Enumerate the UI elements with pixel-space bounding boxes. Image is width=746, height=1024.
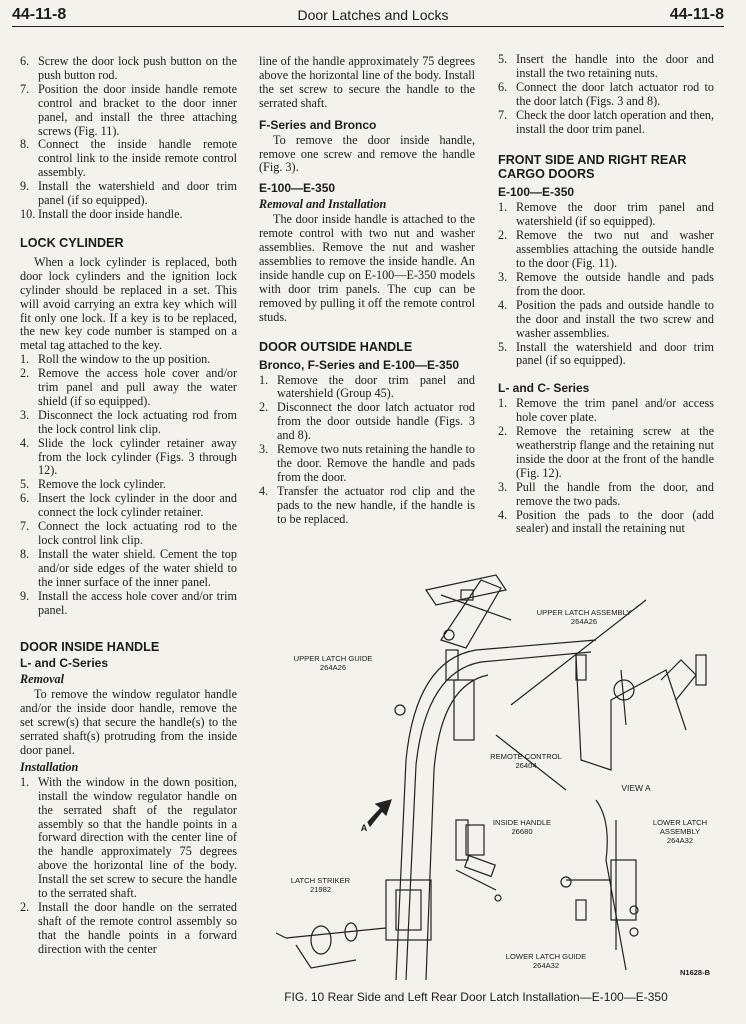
list-item-text: With the window in the down position, install the window regulator handle on the serrated shaft of the regulator assembly so that the handle points in a forward direction with the center line of the handle approximately 75 degrees above the horizontal line of the body. Install the set screw to secure the handle to the serrated shaft.: [38, 774, 237, 901]
list-item-number: 6.: [498, 79, 508, 94]
paragraph: When a lock cylinder is replaced, both door lock cylinders and the ignition lock cylinder should be replaced in a set. This will avoid carrying an extra key which will fit only one lock. If a key is to be replaced, the new key code number is stamped on a metal tag attached to the key.: [20, 254, 237, 353]
list-item-text: Disconnect the lock actuating rod from the lock control link clip.: [38, 407, 237, 436]
list-item: [498, 341, 714, 369]
column-1: [20, 55, 237, 957]
subheading: E-100—E-350: [498, 185, 575, 200]
list-item-text: Roll the window to the up position.: [38, 352, 211, 367]
list-item: [20, 138, 237, 180]
list-item-text: Disconnect the door latch actuator rod from the door outside handle (Figs. 3 and 8).: [277, 400, 475, 443]
list-item: [20, 901, 237, 957]
page-title: Door Latches and Locks: [297, 7, 449, 23]
list-item-text: Insert the handle into the door and install the two retaining nuts.: [516, 52, 714, 80]
subheading-removal: Removal: [20, 672, 65, 687]
list-item-text: Install the water shield. Cement the top and/or side edges of the water shield to the inner surface of the inner panel.: [38, 546, 237, 589]
section-heading-lock-cylinder: LOCK CYLINDER: [20, 235, 124, 250]
list-item-text: Remove the two nut and washer assemblies attaching the outside handle to the door (Fig. 11).: [516, 228, 714, 271]
subheading-installation: Installation: [20, 759, 79, 774]
subheading: L- and C- Series: [498, 381, 590, 396]
paragraph: To remove the window regulator handle and/or the inside door handle, remove the set screw(s) that secure the handle(s) to the serrated shaft(s) protruding from the inside door panel.: [20, 687, 237, 757]
label-upper-latch-assembly: UPPER LATCH ASSEMBLY 264A26: [536, 608, 632, 626]
subheading: Bronco, F-Series and E-100—E-350: [259, 357, 460, 372]
list-item: [20, 437, 237, 479]
list-item: [498, 81, 714, 109]
paragraph: line of the handle approximately 75 degrees above the horizontal line of the body. Install the set screw to secure the handle to the serrated shaft.: [259, 54, 475, 110]
list-item-text: Remove the door trim panel and watershield (Group 45).: [277, 372, 475, 401]
list-item-number: 7.: [20, 81, 30, 96]
list-item-text: Position the pads and outside handle to the door and install the two screw and washer assemblies.: [516, 297, 714, 340]
label-upper-latch-guide: UPPER LATCH GUIDE 264A26: [293, 654, 373, 672]
label-arrow-a: A: [360, 823, 368, 833]
list-item-text: Remove two nuts retaining the handle to the door. Remove the handle and pads from the door.: [277, 442, 475, 484]
list-item: [498, 481, 714, 509]
list-item: [498, 271, 714, 299]
upper-latch-guide-shape: [454, 680, 474, 740]
list-item-text: Connect the lock actuating rod to the lock control link clip.: [38, 519, 237, 547]
section-heading-front-side-cargo-doors: FRONT SIDE AND RIGHT REAR CARGO DOORS: [498, 153, 687, 182]
procedure-list: [259, 374, 475, 527]
list-item-number: 2.: [20, 899, 30, 914]
list-item: [20, 83, 237, 139]
list-item-number: 6.: [20, 54, 30, 68]
list-item-text: Remove the door trim panel and watershield (if so equipped).: [516, 200, 714, 229]
list-item: [20, 520, 237, 548]
list-item-number: 7.: [20, 519, 30, 534]
list-item-text: Remove the lock cylinder.: [38, 477, 166, 492]
list-item-text: Check the door latch operation and then, install the door trim panel.: [516, 107, 714, 136]
list-item: [20, 367, 237, 409]
list-item-text: Install the watershield and door trim panel (if so equipped).: [38, 179, 237, 208]
list-item-number: 7.: [498, 107, 508, 122]
list-item-text: Pull the handle from the door, and remove the two pads.: [516, 479, 714, 508]
procedure-list: [20, 776, 237, 957]
label-inside-handle: INSIDE HANDLE 26680: [492, 818, 552, 836]
figure-caption: FIG. 10 Rear Side and Left Rear Door Latch Installation—E-100—E-350: [284, 990, 668, 1004]
list-item-text: Remove the retaining screw at the weatherstrip flange and the retaining nut inside the door at the front of the handle (Fig. 12).: [516, 424, 714, 480]
list-item-text: Slide the lock cylinder retainer away from the lock cylinder (Figs. 3 through 12).: [38, 435, 237, 478]
list-item-text: Install the door inside handle.: [38, 206, 183, 221]
list-item: [498, 299, 714, 341]
list-item-text: Connect the inside handle remote control link to the inside remote control assembly.: [38, 137, 237, 180]
list-item: [20, 492, 237, 520]
list-item: [20, 353, 237, 367]
list-item: [20, 590, 237, 618]
door-frame-outline: [396, 640, 596, 980]
list-item-text: Install the door handle on the serrated shaft of the remote control assembly so that the handle points in a forward direction with the center: [38, 899, 237, 956]
section-heading-door-inside-handle: DOOR INSIDE HANDLE: [20, 640, 160, 655]
procedure-list: [498, 397, 714, 536]
list-item: [259, 401, 475, 443]
procedure-list: [20, 353, 237, 617]
list-item-number: 6.: [20, 491, 30, 506]
list-item-number: 3.: [498, 479, 508, 494]
list-item-text: Position the door inside handle remote control and bracket to the door inner panel, and install the three attaching screws (Fig. 11).: [38, 81, 237, 138]
paragraph: The door inside handle is attached to the remote control with two nut and washer assemblies. Remove the nut and washer assemblies to remove the inside handle. An inside handle cup on E-100—E-350 models with door trim panels. The cup can be removed by pulling it off the remote control studs.: [259, 212, 475, 324]
list-item: [498, 53, 714, 81]
list-item-number: 5.: [498, 339, 508, 354]
list-item: [498, 201, 714, 229]
list-item: [498, 229, 714, 271]
paragraph: To remove the door inside handle, remove one screw and remove the handle (Fig. 3).: [259, 132, 475, 175]
list-item-number: 1.: [20, 352, 30, 367]
list-item-text: Position the pads to the door (add sealer) and install the retaining nut: [516, 507, 714, 536]
procedure-list: [498, 53, 714, 136]
list-item-number: 3.: [259, 442, 269, 457]
latch-diagram: [266, 560, 726, 990]
list-item-text: Connect the door latch actuator rod to the door latch (Figs. 3 and 8).: [516, 79, 714, 108]
list-item-number: 2.: [498, 228, 508, 243]
page-number-right: 44-11-8: [669, 6, 724, 23]
list-item: [498, 425, 714, 481]
list-item-number: 1.: [20, 774, 30, 789]
list-item-text: Remove the outside handle and pads from the door.: [516, 269, 714, 298]
list-item: [20, 776, 237, 901]
list-item-text: Insert the lock cylinder in the door and connect the lock cylinder retainer.: [38, 491, 237, 520]
label-remote-control: REMOTE CONTROL 26404: [490, 752, 562, 770]
subheading: L- and C-Series: [20, 656, 109, 671]
label-lower-latch-assembly: LOWER LATCH ASSEMBLY 264A32: [652, 818, 708, 845]
list-item: [20, 180, 237, 208]
list-item-number: 3.: [20, 407, 30, 422]
list-item: [20, 409, 237, 437]
column-3: [498, 53, 714, 536]
page-number-left: 44-11-8: [12, 6, 67, 23]
list-item-number: 1.: [498, 396, 508, 411]
list-item-number: 9.: [20, 588, 30, 603]
list-item-number: 5.: [20, 477, 30, 492]
list-item-text: Remove the trim panel and/or access hole cover plate.: [516, 396, 714, 425]
list-item-number: 4.: [498, 297, 508, 312]
column-2: [259, 55, 475, 526]
procedure-list: [498, 201, 714, 368]
list-item: [498, 109, 714, 137]
subheading-removal-installation: Removal and Installation: [259, 197, 387, 212]
list-item-number: 2.: [498, 424, 508, 439]
list-item-number: 4.: [20, 435, 30, 450]
list-item-number: 4.: [259, 483, 269, 498]
section-heading-door-outside-handle: DOOR OUTSIDE HANDLE: [259, 339, 413, 354]
procedure-list: [20, 55, 237, 222]
list-item-number: 10.: [20, 206, 36, 221]
label-view-a: VIEW A: [621, 783, 651, 793]
list-item-number: 2.: [20, 366, 30, 381]
subheading: F-Series and Bronco: [259, 117, 377, 132]
list-item-text: Install the access hole cover and/or trim panel.: [38, 588, 237, 617]
list-item-number: 9.: [20, 179, 30, 194]
list-item-number: 2.: [259, 400, 269, 415]
list-item: [259, 443, 475, 485]
label-latch-striker: LATCH STRIKER 21982: [290, 876, 351, 894]
header-rule: [12, 26, 724, 27]
list-item: [259, 485, 475, 527]
door-frame-inner: [406, 652, 591, 980]
list-item-text: Install the watershield and door trim panel (if so equipped).: [516, 339, 714, 368]
list-item: [498, 397, 714, 425]
list-item-number: 8.: [20, 546, 30, 561]
label-lower-latch-guide: LOWER LATCH GUIDE 264A32: [505, 952, 587, 970]
list-item-text: Screw the door lock push button on the push button rod.: [38, 54, 237, 82]
inside-handle-shape: [465, 856, 495, 877]
page-header: [0, 4, 746, 26]
list-item-number: 3.: [498, 269, 508, 284]
list-item-number: 5.: [498, 52, 508, 66]
list-item-number: 1.: [259, 372, 269, 387]
list-item: [20, 478, 237, 492]
list-item: [259, 374, 475, 402]
list-item-number: 1.: [498, 200, 508, 215]
list-item: [20, 548, 237, 590]
list-item-number: 8.: [20, 137, 30, 152]
list-item-number: 4.: [498, 507, 508, 522]
figure-latch-installation: [266, 560, 726, 990]
list-item-text: Remove the access hole cover and/or trim panel and pull away the water shield (if so equipped).: [38, 366, 237, 408]
list-item: [20, 208, 237, 222]
list-item-text: Transfer the actuator rod clip and the pads to the new handle, if the handle is to be replaced.: [277, 483, 475, 526]
list-item: [20, 55, 237, 83]
figure-code: N1628-B: [680, 968, 711, 977]
view-arrow-icon: [368, 800, 391, 826]
list-item: [498, 509, 714, 537]
subheading: E-100—E-350: [259, 181, 336, 196]
